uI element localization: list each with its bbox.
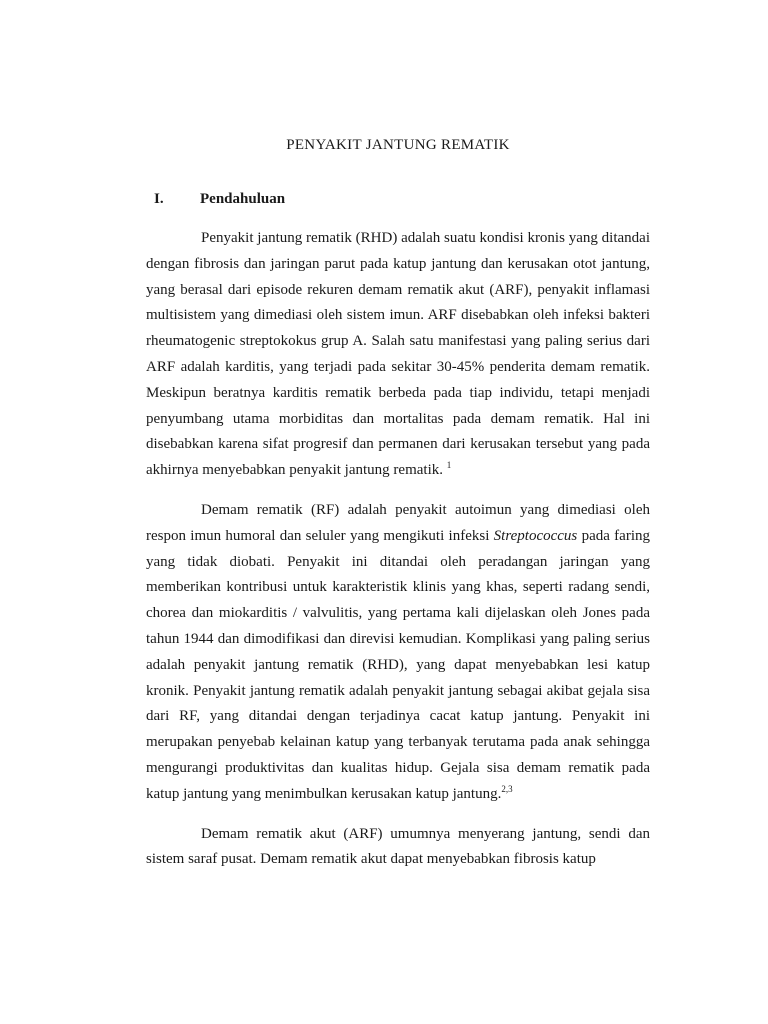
document-title: PENYAKIT JANTUNG REMATIK xyxy=(286,137,510,153)
organism-name: Streptococcus xyxy=(493,527,578,544)
document-body xyxy=(146,226,650,887)
paragraph-3-text: Demam rematik akut (ARF) umumnya menyerang jantung, sendi dan sistem saraf pusat. Demam rematik akut dapat menyebabkan fibrosis katup xyxy=(146,825,650,868)
section-number: I. xyxy=(154,191,164,207)
paragraph-2 xyxy=(146,498,650,808)
reference-marker: 2,3 xyxy=(501,783,513,794)
paragraph-1-text: Penyakit jantung rematik (RHD) adalah suatu kondisi kronis yang ditandai dengan fibrosis dan jaringan parut pada katup jantung dan kerusakan otot jantung, yang berasal dari episode rekuren demam rematik akut (ARF), penyakit inflamasi multisistem yang dimediasi oleh sistem imun. ARF disebabkan oleh infeksi bakteri rheumatogenic streptokokus grup A. Salah satu manifestasi yang paling serius dari ARF adalah karditis, yang terjadi pada sekitar 30-45% penderita demam rematik. Meskipun beratnya karditis rematik berbeda pada tiap individu, tetapi menjadi penyumbang utama morbiditas dan mortalitas pada demam rematik. Hal ini disebabkan karena sifat progresif dan permanen dari kerusakan tersebut yang pada akhirnya menyebabkan penyakit jantung rematik. xyxy=(146,230,650,479)
paragraph-2-text-before: Demam rematik (RF) adalah penyakit autoimun yang dimediasi oleh respon imun humoral dan seluler yang mengikuti infeksi xyxy=(146,501,650,544)
paragraph-1 xyxy=(146,226,650,484)
section-title: Pendahuluan xyxy=(200,191,286,207)
section-heading xyxy=(154,191,285,208)
paragraph-3 xyxy=(146,822,650,874)
reference-marker: 1 xyxy=(446,460,452,471)
paragraph-2-text-after: pada faring yang tidak diobati. Penyakit ini ditandai oleh peradangan jaringan yang memberikan kontribusi untuk karakteristik klinis yang khas, seperti radang sendi, chorea dan miokarditis / valvulitis, yang pertama kali dijelaskan oleh Jones pada tahun 1944 dan dimodifikasi dan direvisi kemudian. Komplikasi yang paling serius adalah penyakit jantung rematik (RHD), yang dapat menyebabkan lesi katup kronik. Penyakit jantung rematik adalah penyakit jantung sebagai akibat gejala sisa dari RF, yang ditandai dengan terjadinya cacat katup jantung. Penyakit ini merupakan penyebab kelainan katup yang terbanyak terutama pada anak sehingga mengurangi produktivitas dan kualitas hidup. Gejala sisa demam rematik pada katup jantung yang menimbulkan kerusakan katup jantung. xyxy=(146,527,650,802)
